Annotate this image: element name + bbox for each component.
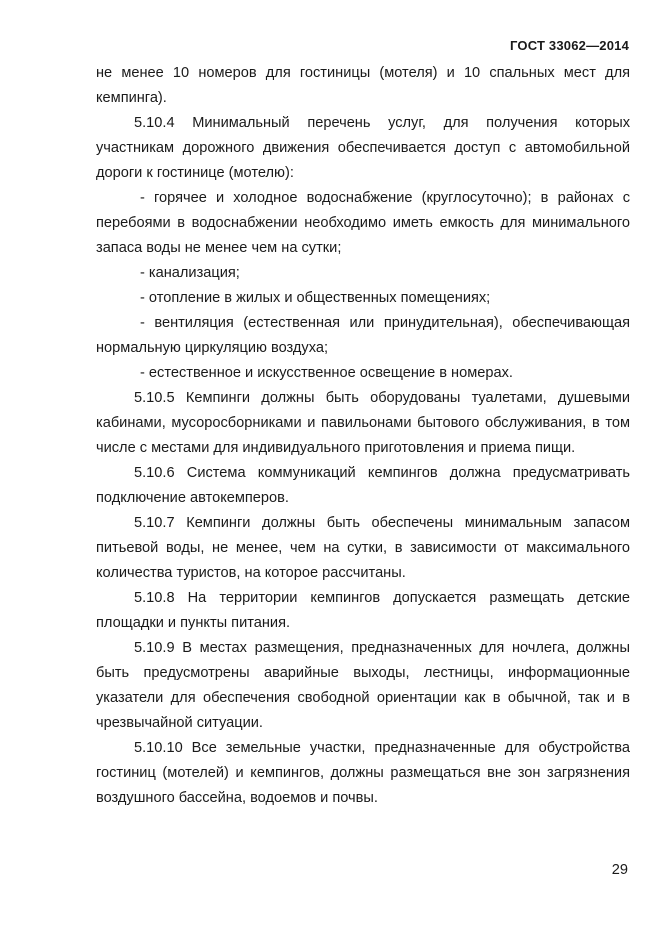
document-body xyxy=(96,61,630,811)
paragraph-5-10-4: 5.10.4 Минимальный перечень услуг, для получения которых участникам дорожного движения обеспечивается доступ с автомобильной дороги к гостинице (мотелю): xyxy=(96,115,630,181)
paragraph-5-10-6: 5.10.6 Система коммуникаций кемпингов должна предусматривать подключение автокемперов. xyxy=(96,465,630,506)
paragraph-5-10-9: 5.10.9 В местах размещения, предназначенных для ночлега, должны быть предусмотрены аварийные выходы, лестницы, информационные указатели для обеспечения свободной ориентации как в обычной, так и в чрезвычайной ситуации. xyxy=(96,640,630,731)
list-item-sewerage: - канализация; xyxy=(140,265,240,281)
document-code-header: ГОСТ 33062—2014 xyxy=(510,38,629,53)
paragraph-5-10-7: 5.10.7 Кемпинги должны быть обеспечены минимальным запасом питьевой воды, не менее, чем на сутки, в зависимости от максимального количества туристов, на которое рассчитаны. xyxy=(96,515,630,581)
list-item-lighting: - естественное и искусственное освещение в номерах. xyxy=(140,365,513,381)
paragraph-5-10-5: 5.10.5 Кемпинги должны быть оборудованы туалетами, душевыми кабинами, мусоросборниками и павильонами бытового обслуживания, в том числе с местами для индивидуального приготовления и приема пищи. xyxy=(96,390,630,456)
paragraph-5-10-8: 5.10.8 На территории кемпингов допускается размещать детские площадки и пункты питания. xyxy=(96,590,630,631)
paragraph-5-10-10: 5.10.10 Все земельные участки, предназначенные для обустройства гостиниц (мотелей) и кемпингов, должны размещаться вне зон загрязнения воздушного бассейна, водоемов и почвы. xyxy=(96,740,630,806)
list-item-water-supply: - горячее и холодное водоснабжение (круглосуточно); в районах с перебоями в водоснабжении необходимо иметь емкость для минимального запаса воды не менее чем на сутки; xyxy=(96,190,630,256)
list-item-heating: - отопление в жилых и общественных помещениях; xyxy=(140,290,491,306)
paragraph-continuation: не менее 10 номеров для гостиницы (мотеля) и 10 спальных мест для кемпинга). xyxy=(96,65,630,106)
list-item-ventilation: - вентиляция (естественная или принудительная), обеспечивающая нормальную циркуляцию воздуха; xyxy=(96,315,630,356)
page-number: 29 xyxy=(611,862,628,878)
